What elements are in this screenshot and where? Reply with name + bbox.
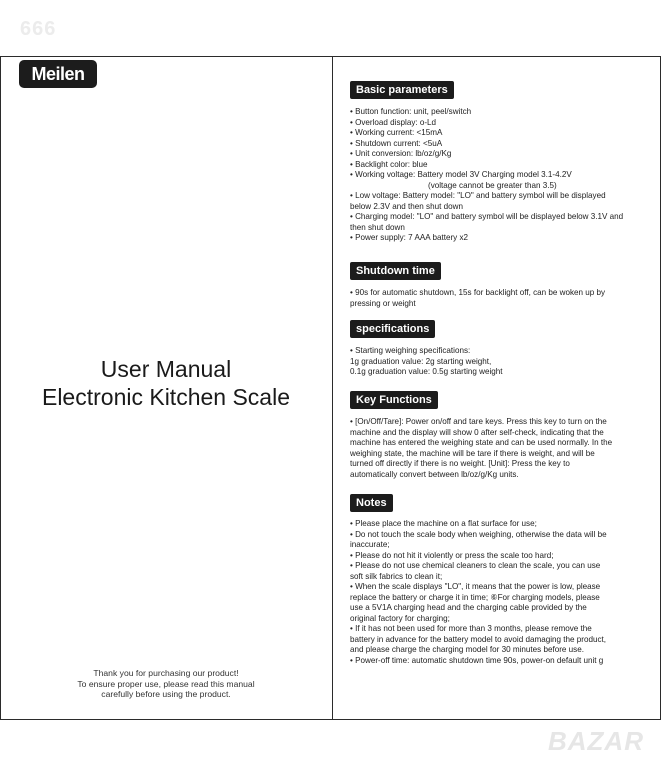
list-item: • Please place the machine on a flat surface for use; <box>350 519 537 528</box>
list-item: battery in advance for the battery model to avoid damaging the product, <box>350 634 607 644</box>
list-item: 1g graduation value: 2g starting weight, <box>350 356 492 366</box>
list-item: automatically convert between lb/oz/g/Kg units. <box>350 469 519 479</box>
heading-basic-parameters: Basic parameters <box>350 81 454 99</box>
list-item: machine has entered the weighing state and can be used normally. In the <box>350 438 613 447</box>
list-item: • Overload display: o-Ld <box>350 117 437 127</box>
thanks-line: To ensure proper use, please read this manual <box>77 678 255 689</box>
thanks-line: carefully before using the product. <box>101 689 231 699</box>
list-item: weighing state, the machine will be tare if there is weight, and will be <box>350 448 595 458</box>
list-item: • Low voltage: Battery model: "LO" and battery symbol will be displayed <box>350 191 606 200</box>
basic-parameters-list <box>350 107 652 244</box>
list-item: • Unit conversion: lb/oz/g/Kg <box>350 149 452 158</box>
manual-title: User Manual <box>100 356 232 382</box>
list-item: then shut down <box>350 222 405 232</box>
list-item: • Shutdown current: <5uA <box>350 138 443 148</box>
specifications-list <box>350 346 652 378</box>
list-item: use a 5V1A charging head and the charging cable provided by the <box>350 603 587 612</box>
heading-specifications: specifications <box>350 320 435 338</box>
heading-notes: Notes <box>350 494 393 512</box>
manual-subtitle: Electronic Kitchen Scale <box>41 384 290 410</box>
center-divider <box>332 56 333 720</box>
brand-logo: Meilen <box>19 60 97 88</box>
list-item: • Do not touch the scale body when weighing, otherwise the data will be <box>350 529 607 539</box>
list-item: • Please do not hit it violently or press the scale too hard; <box>350 550 554 560</box>
thank-you-note <box>0 668 332 700</box>
list-item: • Button function: unit, peel/switch <box>350 107 472 116</box>
bazar-watermark: BAZAR <box>548 726 644 756</box>
list-item: machine and the display will show 0 after self-check, indicating that the <box>350 427 604 437</box>
list-item: • Please do not use chemical cleaners to clean the scale, you can use <box>350 561 601 570</box>
list-item: (voltage cannot be greater than 3.5) <box>428 180 557 190</box>
list-item: 0.1g graduation value: 0.5g starting weight <box>350 367 503 376</box>
list-item: original factory for charging; <box>350 613 450 623</box>
thanks-line: Thank you for purchasing our product! <box>93 668 239 678</box>
list-item: pressing or weight <box>350 298 416 308</box>
list-item: soft silk fabrics to clean it; <box>350 571 443 581</box>
heading-shutdown-time: Shutdown time <box>350 262 441 280</box>
list-item: • Charging model: "LO" and battery symbol will be displayed below 3.1V and <box>350 212 624 221</box>
list-item: • Backlight color: blue <box>350 159 428 169</box>
page-number: 666 <box>20 18 57 40</box>
shutdown-time-list <box>350 288 652 309</box>
list-item: turned off directly if there is no weight. [Unit]: Press the key to <box>350 459 570 468</box>
list-item: • If it has not been used for more than 3 months, please remove the <box>350 624 592 633</box>
list-item: • When the scale displays "LO", it means that the power is low, please <box>350 582 601 591</box>
list-item: • [On/Off/Tare]: Power on/off and tare keys. Press this key to turn on the <box>350 417 607 426</box>
list-item: inaccurate; <box>350 540 390 549</box>
list-item: and please charge the charging model for 30 minutes before use. <box>350 645 584 654</box>
list-item: • Power-off time: automatic shutdown time 90s, power-on default unit g <box>350 655 604 665</box>
list-item: replace the battery or charge it in time; ⑥For charging models, please <box>350 592 600 602</box>
list-item: below 2.3V and then shut down <box>350 201 463 211</box>
heading-key-functions: Key Functions <box>350 391 438 409</box>
list-item: • Starting weighing specifications: <box>350 346 471 355</box>
list-item: • Working current: <15mA <box>350 128 443 137</box>
list-item: • Working voltage: Battery model 3V Charging model 3.1-4.2V <box>350 170 572 179</box>
list-item: • 90s for automatic shutdown, 15s for backlight off, can be woken up by <box>350 288 606 297</box>
list-item: • Power supply: 7 AAA battery x2 <box>350 233 469 242</box>
notes-list <box>350 519 652 666</box>
key-functions-list <box>350 417 652 480</box>
